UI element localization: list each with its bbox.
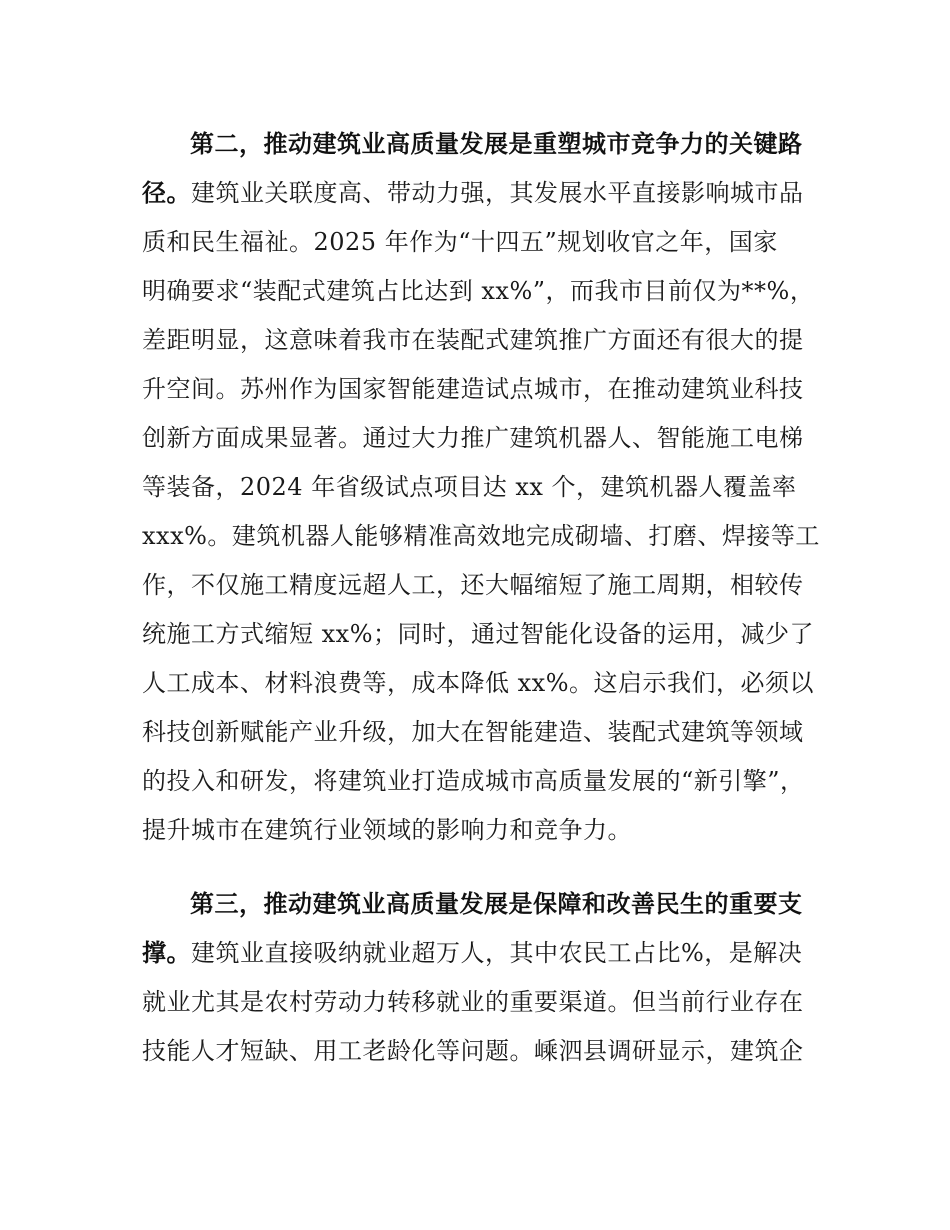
para3-line-1 bbox=[190, 888, 803, 920]
para2-line-13: 科技创新赋能产业升级，加大在智能建造、装配式建筑等领域 bbox=[142, 718, 804, 746]
para2-line-11: 统施工方式缩短 xx%；同时，通过智能化设备的运用，减少了 bbox=[142, 620, 815, 648]
para3-heading: 第三，推动建筑业高质量发展是保障和改善民生的重要支 bbox=[190, 890, 803, 918]
para3-heading-tail: 撑。 bbox=[142, 939, 191, 967]
para2-line-4: 明确要求“装配式建筑占比达到 xx%”，而我市目前仅为**%， bbox=[142, 277, 815, 305]
para2-text: 建筑业关联度高、带动力强，其发展水平直接影响城市品 bbox=[191, 179, 804, 207]
para2-heading: 第二，推动建筑业高质量发展是重塑城市竞争力的关键路 bbox=[190, 130, 803, 158]
para2-line-1 bbox=[190, 128, 803, 160]
para2-line-8: 等装备，2024 年省级试点项目达 xx 个，建筑机器人覆盖率 bbox=[142, 473, 797, 501]
para2-line-9: xxx%。建筑机器人能够精准高效地完成砌墙、打磨、焊接等工 bbox=[142, 522, 820, 550]
para2-heading-tail: 径。 bbox=[142, 179, 191, 207]
para2-line-6: 升空间。苏州作为国家智能建造试点城市，在推动建筑业科技 bbox=[142, 375, 804, 403]
para2-line-3: 质和民生福祉。2025 年作为“十四五”规划收官之年，国家 bbox=[142, 228, 778, 256]
para2-line-2 bbox=[142, 177, 804, 209]
para2-line-12: 人工成本、材料浪费等，成本降低 xx%。这启示我们，必须以 bbox=[142, 669, 815, 697]
para3-line-3: 就业尤其是农村劳动力转移就业的重要渠道。但当前行业存在 bbox=[142, 988, 804, 1016]
para3-text: 建筑业直接吸纳就业超万人，其中农民工占比%，是解决 bbox=[191, 939, 803, 967]
para2-line-14: 的投入和研发，将建筑业打造成城市高质量发展的“新引擎”， bbox=[142, 767, 805, 795]
para2-line-7: 创新方面成果显著。通过大力推广建筑机器人、智能施工电梯 bbox=[142, 424, 804, 452]
para2-line-15: 提升城市在建筑行业领域的影响力和竞争力。 bbox=[142, 816, 632, 844]
para2-line-10: 作，不仅施工精度远超人工，还大幅缩短了施工周期，相较传 bbox=[142, 571, 804, 599]
para3-line-4: 技能人才短缺、用工老龄化等问题。嵊泗县调研显示，建筑企 bbox=[142, 1037, 804, 1065]
para2-line-5: 差距明显，这意味着我市在装配式建筑推广方面还有很大的提 bbox=[142, 326, 804, 354]
para3-line-2 bbox=[142, 937, 802, 969]
